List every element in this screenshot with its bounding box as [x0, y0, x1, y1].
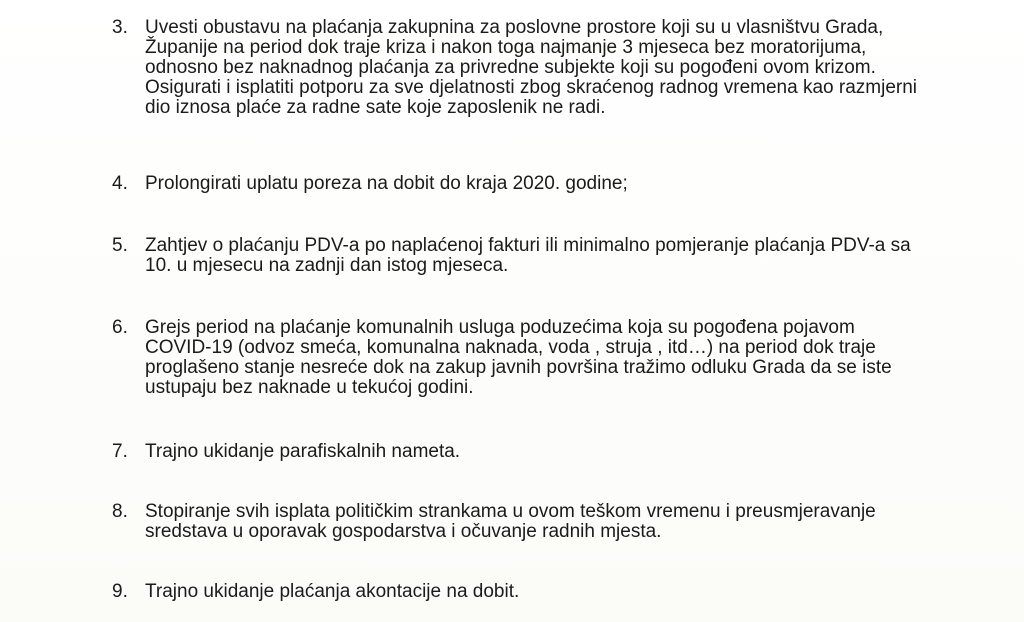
text-line: ustupaju bez naknade u tekućoj godini. — [145, 377, 474, 398]
text-line: Grejs period na plaćanje komunalnih usluga poduzećima koja su pogođena pojavom — [145, 317, 855, 338]
item-text — [145, 502, 995, 542]
text-line: odnosno bez naknadnog plaćanja za privredne subjekte koji su pogođeni ovom krizom. — [145, 57, 876, 78]
item-number: 8. — [112, 501, 128, 522]
text-line: Zahtjev o plaćanju PDV-a po naplaćenoj fakturi ili minimalno pomjeranje plaćanja PDV-a sa — [145, 235, 911, 256]
text-line: Prolongirati uplatu poreza na dobit do kraja 2020. godine; — [145, 173, 628, 194]
text-line: 10. u mjesecu na zadnji dan istog mjeseca. — [145, 255, 509, 276]
item-text — [145, 174, 995, 194]
text-line: Trajno ukidanje plaćanja akontacije na dobit. — [145, 581, 520, 602]
text-line: COVID-19 (odvoz smeća, komunalna naknada, voda , struja , itd…) na period dok traje — [145, 337, 876, 358]
text-line: dio iznosa plaće za radne sate koje zaposlenik ne radi. — [145, 97, 606, 118]
item-number: 5. — [112, 235, 128, 256]
item-number: 4. — [112, 173, 128, 194]
text-line: Trajno ukidanje parafiskalnih nameta. — [145, 441, 461, 462]
item-text — [145, 318, 995, 398]
text-line: Osigurati i isplatiti potporu za sve djelatnosti zbog skraćenog radnog vremena kao razmjerni — [145, 77, 918, 98]
item-text — [145, 442, 995, 462]
text-line: Županije na period dok traje kriza i nakon toga najmanje 3 mjeseca bez moratorijuma, — [145, 37, 867, 58]
item-number: 6. — [112, 317, 128, 338]
item-number: 3. — [112, 17, 128, 38]
text-line: sredstava u oporavak gospodarstva i očuvanje radnih mjesta. — [145, 521, 662, 542]
text-line: Uvesti obustavu na plaćanja zakupnina za poslovne prostore koji su u vlasništvu Grada, — [145, 17, 884, 38]
item-number: 9. — [112, 581, 128, 602]
item-text — [145, 18, 995, 118]
text-line: Stopiranje svih isplata političkim strankama u ovom teškom vremenu i preusmjeravanje — [145, 501, 876, 522]
item-number: 7. — [112, 441, 128, 462]
item-text — [145, 582, 995, 602]
text-line: proglašeno stanje nesreće dok na zakup javnih površina tražimo odluku Grada da se iste — [145, 357, 892, 378]
item-text — [145, 236, 995, 276]
